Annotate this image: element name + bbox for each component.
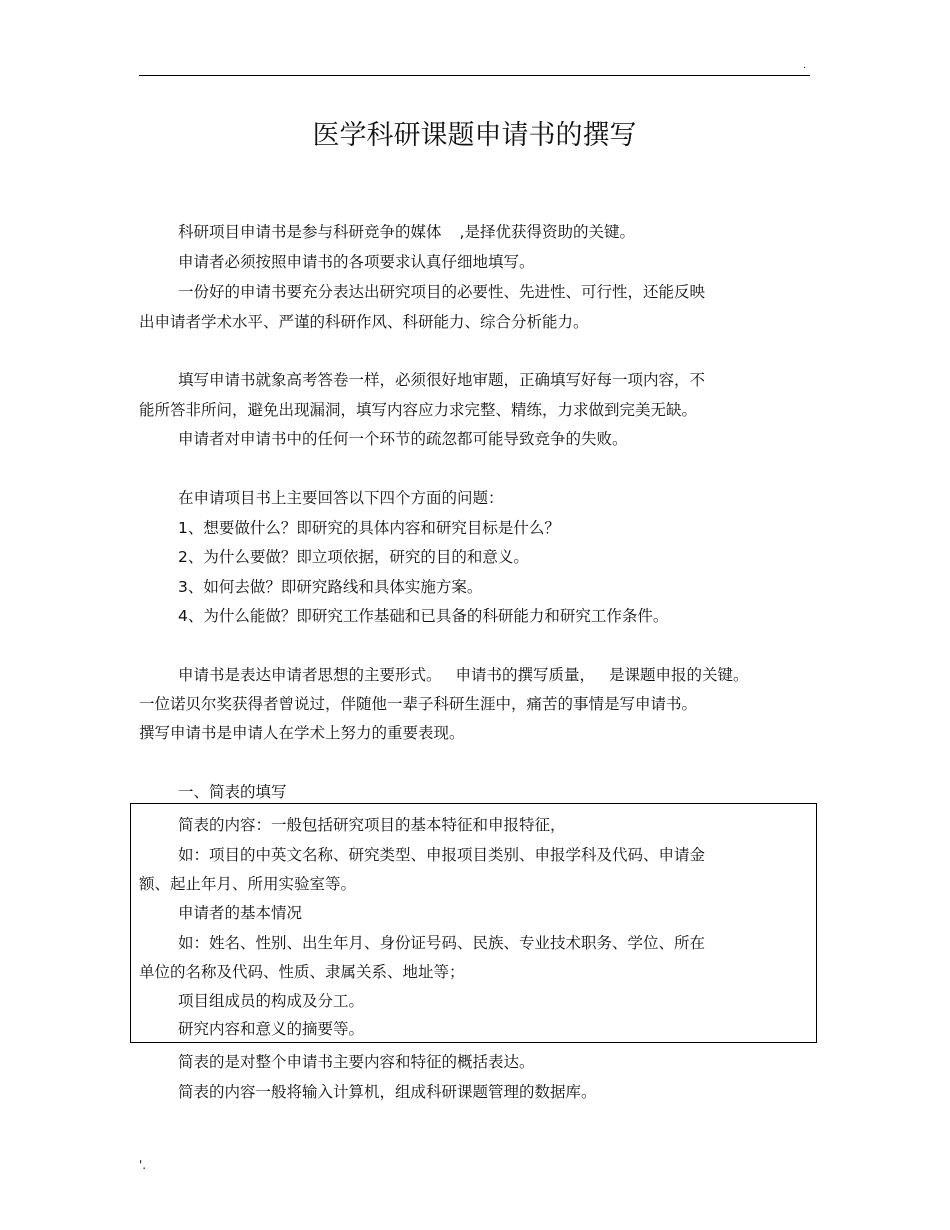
importance-line-3: 撰写申请书是申请人在学术上努力的重要表现。 <box>139 724 465 742</box>
box-line-3: 额、起止年月、所用实验室等。 <box>139 875 357 893</box>
intro-line-1b: ,是择优获得资助的关键。 <box>459 223 635 241</box>
exam-line-3: 申请者对申请书中的任何一个环节的疏忽都可能导致竞争的失败。 <box>178 430 628 448</box>
intro-line-1a: 科研项目申请书是参与科研竞争的媒体 <box>178 223 442 241</box>
box-line-7: 项目组成员的构成及分工。 <box>178 992 365 1010</box>
after-box-line-1: 简表的是对整个申请书主要内容和特征的概括表达。 <box>178 1053 535 1071</box>
exam-line-2: 能所答非所问，避免出现漏洞，填写内容应力求完整、精练，力求做到完美无缺。 <box>139 401 698 419</box>
box-line-4: 申请者的基本情况 <box>178 904 303 922</box>
importance-line-2: 一位诺贝尔奖获得者曾说过，伴随他一辈子科研生涯中，痛苦的事情是写申请书。 <box>139 695 698 713</box>
importance-line-1 <box>178 664 749 686</box>
intro-line-3: 一份好的申请书要充分表达出研究项目的必要性、先进性、可行性，还能反映 <box>178 283 706 301</box>
box-line-8: 研究内容和意义的摘要等。 <box>178 1020 365 1038</box>
section-heading: 一、简表的填写 <box>178 783 287 801</box>
importance-line-1c: 是课题申报的关键。 <box>609 666 749 684</box>
header-corner-mark: . <box>803 60 807 71</box>
box-line-6: 单位的名称及代码、性质、隶属关系、地址等； <box>139 963 465 981</box>
box-line-1: 简表的内容：一般包括研究项目的基本特征和申报特征， <box>178 816 566 834</box>
page-title: 医学科研课题申请书的撰写 <box>312 120 637 151</box>
box-line-5: 如：姓名、性别、出生年月、身份证号码、民族、专业技术职务、学位、所在 <box>178 934 706 952</box>
intro-line-4: 出申请者学术水平、严谨的科研作风、科研能力、综合分析能力。 <box>139 313 589 331</box>
intro-line-1 <box>178 221 635 243</box>
box-line-2: 如：项目的中英文名称、研究类型、申报项目类别、申报学科及代码、申请金 <box>178 846 706 864</box>
questions-heading: 在申请项目书上主要回答以下四个方面的问题： <box>178 489 504 507</box>
exam-line-1: 填写申请书就象高考答卷一样，必须很好地审题，正确填写好每一项内容，不 <box>178 371 706 389</box>
question-item: 2、为什么要做？即立项依据，研究的目的和意义。 <box>178 548 529 566</box>
intro-line-2: 申请者必须按照申请书的各项要求认真仔细地填写。 <box>178 253 535 271</box>
question-item: 3、如何去做？即研究路线和具体实施方案。 <box>178 578 483 596</box>
importance-line-1a: 申请书是表达申请者思想的主要形式。 <box>178 666 442 684</box>
question-item: 1、想要做什么？即研究的具体内容和研究目标是什么？ <box>178 519 560 537</box>
question-item: 4、为什么能做？即研究工作基础和已具备的科研能力和研究工作条件。 <box>178 607 669 625</box>
footer-mark: '. <box>139 1158 147 1172</box>
after-box-line-2: 简表的内容一般将输入计算机，组成科研课题管理的数据库。 <box>178 1083 597 1101</box>
importance-line-1b: 申请书的撰写质量， <box>455 666 596 684</box>
header-rule <box>139 75 810 76</box>
